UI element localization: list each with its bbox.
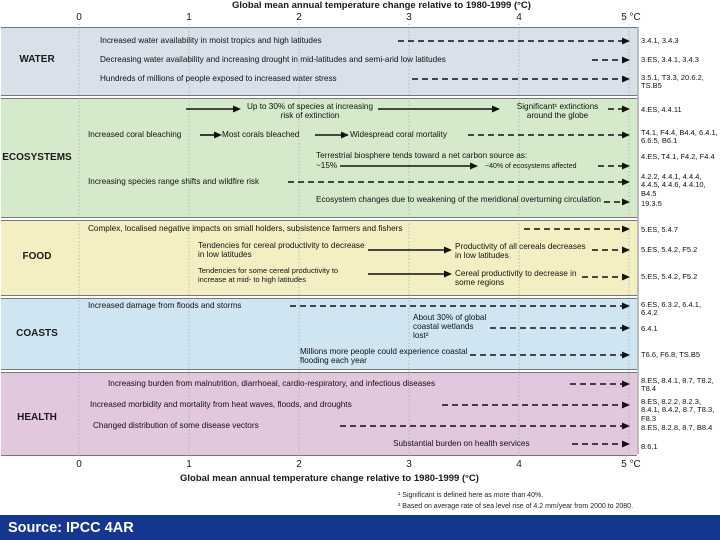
bottom-axis-title: Global mean annual temperature change relative to 1980-1999 (°C)	[180, 473, 479, 484]
ref-health-1: 8.ES, 8.4.1, 8.7, T8.2, T8.4	[641, 376, 714, 394]
ref-eco-1: 4.ES, 4.4.11	[641, 105, 682, 114]
ref-eco-5: 19.3.5	[641, 199, 662, 208]
impact-eco-5: Widespread coral mortality	[350, 130, 447, 139]
source-label: Source: IPCC 4AR	[8, 520, 134, 536]
arrow-food-2-head	[444, 247, 452, 254]
arrow-food-4-head	[444, 271, 452, 278]
impact-eco-7: ~15%	[316, 161, 338, 170]
impact-eco-3: Increased coral bleaching	[88, 130, 182, 139]
arrow-water-2-head	[622, 57, 630, 64]
arrow-food-5-head	[622, 274, 630, 281]
bottom-tick-3: 3	[406, 459, 412, 470]
section-label-ecosystems: ECOSYSTEMS	[2, 152, 72, 163]
impact-eco-1: Up to 30% of species at increasing risk of extinction	[246, 102, 374, 120]
section-label-coasts: COASTS	[16, 328, 58, 339]
impact-coasts-1: Increased damage from floods and storms	[88, 301, 242, 310]
ref-eco-2: T4.1, F4.4, B4.4, 6.4.1, 6.6.5, B6.1	[641, 128, 718, 146]
impact-health-4: Substantial burden on health services	[393, 439, 530, 448]
ref-food-3: 5.ES, 5.4.2, F5.2	[641, 272, 698, 281]
top-tick-2: 2	[296, 12, 302, 23]
impact-food-2: Tendencies for cereal productivity to decrease in low latitudes	[198, 241, 365, 259]
impact-water-2: Decreasing water availability and increasing drought in mid-latitudes and semi-arid low latitudes	[100, 55, 446, 64]
ref-coasts-1: 6.ES, 6.3.2, 6.4.1, 6.4.2	[641, 300, 702, 318]
bottom-tick-4: 4	[516, 459, 522, 470]
arrow-eco-3-head	[214, 132, 222, 139]
impact-health-2: Increased morbidity and mortality from heat waves, floods, and droughts	[90, 400, 352, 409]
impact-food-4: Tendencies for some cereal productivity to increase at mid- to high latitudes	[198, 266, 339, 284]
footnote-2: ² Based on average rate of sea level rise of 4.2 mm/year from 2000 to 2080.	[398, 503, 634, 510]
section-label-health: HEALTH	[17, 412, 57, 423]
arrow-eco-9-head	[622, 179, 630, 186]
arrow-eco-2-head	[622, 106, 630, 113]
arrow-eco-1b-head	[492, 106, 500, 113]
arrow-eco-4-head	[341, 132, 349, 139]
ref-eco-3: 4.ES, T4.1, F4.2, F4.4	[641, 152, 715, 161]
top-tick-5: 5 °C	[621, 12, 641, 23]
source-bar	[0, 515, 720, 540]
section-label-water: WATER	[19, 54, 55, 65]
impact-coasts-3: Millions more people could experience coastal flooding each year	[300, 347, 468, 365]
bottom-tick-0: 0	[76, 459, 82, 470]
impact-water-1: Increased water availability in moist tropics and high latitudes	[100, 36, 322, 45]
impact-coasts-2: About 30% of global coastal wetlands lost²	[413, 313, 487, 340]
ref-health-2: 8.ES, 8.2.2, 8.2.3, 8.4.1, 8.4.2, 8.7, T8.3, F8.3	[641, 397, 715, 423]
bottom-tick-1: 1	[186, 459, 192, 470]
ref-food-2: 5.ES, 5.4.2, F5.2	[641, 245, 698, 254]
section-label-food: FOOD	[22, 251, 52, 262]
impact-food-5: Cereal productivity to decrease in some regions	[455, 269, 577, 287]
top-axis-title: Global mean annual temperature change relative to 1980-1999 (°C)	[232, 0, 531, 11]
arrow-eco-1a-head	[233, 106, 241, 113]
top-tick-0: 0	[76, 12, 82, 23]
impact-health-1: Increasing burden from malnutrition, diarrhoeal, cardio-respiratory, and infectious diseases	[108, 379, 436, 388]
impact-eco-10: Ecosystem changes due to weakening of the meridional overturning circulation	[316, 195, 601, 204]
ref-water-3: 3.5.1, T3.3, 20.6.2, TS.B5	[641, 73, 704, 91]
impact-eco-8: ~40% of ecosystems affected	[485, 163, 577, 170]
impact-food-1: Complex, localised negative impacts on small holders, subsistence farmers and fishers	[88, 224, 403, 233]
ref-health-4: 8.6.1	[641, 442, 658, 451]
impact-eco-9: Increasing species range shifts and wildfire risk	[88, 177, 260, 186]
impact-food-3: Productivity of all cereals decreases in low latitudes	[455, 242, 586, 260]
ref-coasts-3: T6.6, F6.8, TS.B5	[641, 350, 701, 359]
impact-health-3: Changed distribution of some disease vectors	[93, 421, 259, 430]
top-tick-1: 1	[186, 12, 192, 23]
footnote-1: ¹ Significant is defined here as more than 40%.	[398, 492, 544, 499]
ref-eco-4: 4.2.2, 4.4.1, 4.4.4, 4.4.5, 4.4.6, 4.4.10, B4.5	[641, 172, 706, 198]
ref-food-1: 5.ES, 5.4.7	[641, 225, 679, 234]
ref-water-1: 3.4.1, 3.4.3	[641, 36, 679, 45]
top-tick-4: 4	[516, 12, 522, 23]
impact-eco-2: Significant¹ extinctions around the globe	[516, 102, 599, 120]
top-tick-3: 3	[406, 12, 412, 23]
bottom-tick-2: 2	[296, 459, 302, 470]
bottom-tick-5: 5 °C	[621, 459, 641, 470]
ref-health-3: 8.ES, 8.2.8, 8.7, B8.4	[641, 423, 713, 432]
impact-eco-4: Most corals bleached	[222, 130, 300, 139]
impact-water-3: Hundreds of millions of people exposed to increased water stress	[100, 74, 337, 83]
ref-water-2: 3.ES, 3.4.1, 3.4.3	[641, 55, 699, 64]
ref-coasts-2: 6.4.1	[641, 324, 658, 333]
arrow-eco-7-head	[470, 163, 478, 170]
impact-eco-6: Terrestrial biosphere tends toward a net carbon source as:	[316, 151, 528, 160]
